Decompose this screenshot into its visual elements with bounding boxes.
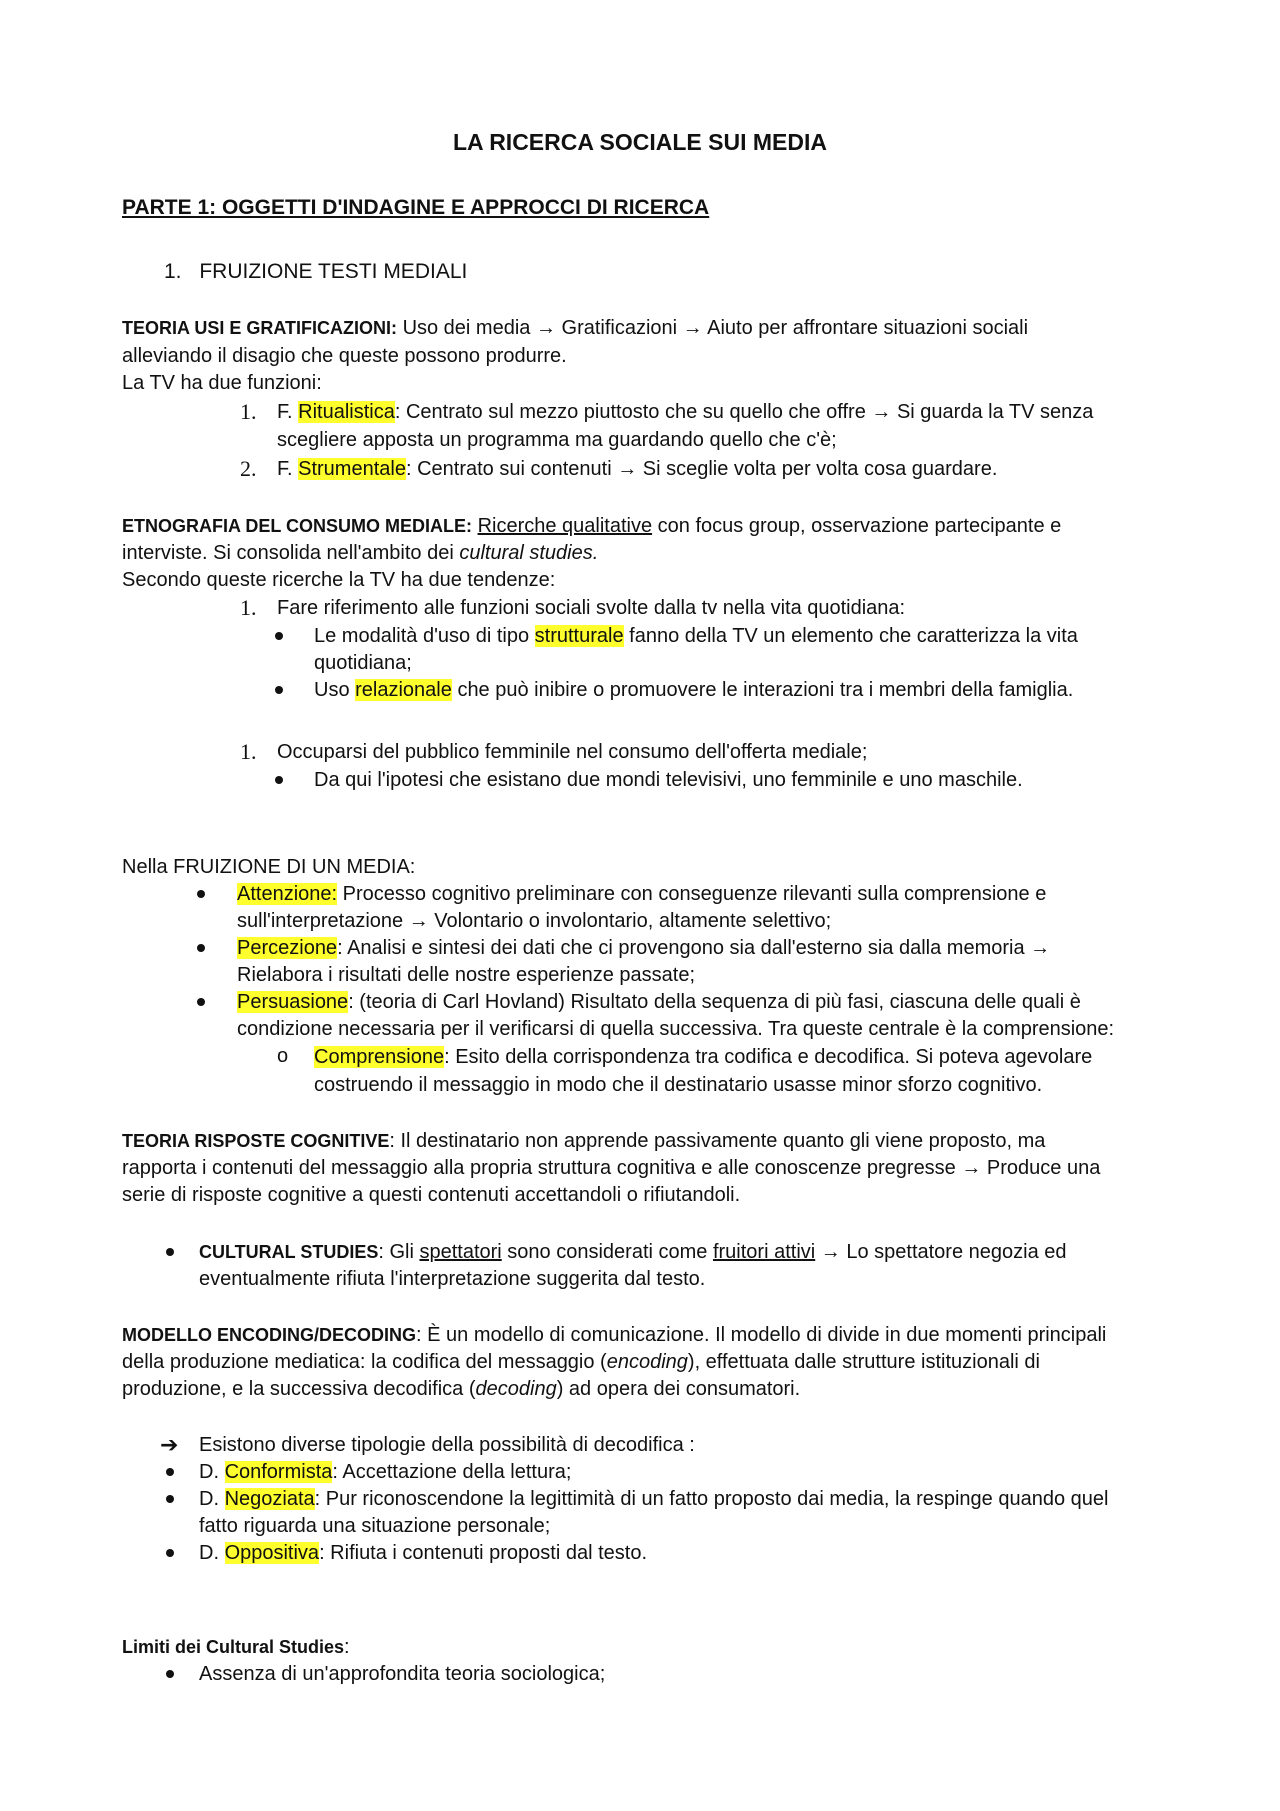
fruizione-comprensione xyxy=(314,1043,1092,1071)
underlined-spettatori: spettatori xyxy=(419,1241,502,1263)
fruizione-comprensione-line-2: costruendo il messaggio in modo che il destinatario usasse minor sforzo cognitivo. xyxy=(314,1074,1043,1096)
limiti-colon: : xyxy=(344,1636,350,1658)
ug-item-1-line-2: scegliere apposta un programma ma guardando quello che c'è; xyxy=(277,429,837,451)
highlight-negoziata: Negoziata xyxy=(224,1488,315,1510)
etno-line-3: Secondo queste ricerche la TV ha due tendenze: xyxy=(122,569,556,591)
encoding-text: ) ad opera dei consumatori. xyxy=(556,1378,801,1400)
bullet xyxy=(166,1670,174,1678)
etno-bullet-3: Da qui l'ipotesi che esistano due mondi televisivi, uno femminile e uno maschile. xyxy=(314,769,1023,791)
encoding-line-3 xyxy=(122,1375,800,1403)
encoding-text: ), effettuata dalle strutture istituzionali di xyxy=(687,1351,1040,1373)
bullet xyxy=(275,632,283,640)
encoding-arrow-item: Esistono diverse tipologie della possibilità di decodifica : xyxy=(199,1434,695,1456)
ug-text: Uso dei media → Gratificazioni → Aiuto per affrontare situazioni sociali xyxy=(402,317,1029,339)
document-title: LA RICERCA SOCIALE SUI MEDIA xyxy=(453,129,827,155)
bullet xyxy=(197,998,205,1006)
decodifica-negoziata xyxy=(199,1485,1108,1513)
limiti-heading: Limiti dei Cultural Studies xyxy=(122,1637,345,1657)
bullet-text: : Pur riconoscendone la legittimità di un fatto proposto dai media, la respinge quando quel xyxy=(314,1488,1109,1510)
arrow-bullet-icon: ➔ xyxy=(160,1432,179,1457)
highlight-attenzione: Attenzione: xyxy=(237,883,338,905)
limiti-bullet-1: Assenza di un'approfondita teoria sociologica; xyxy=(199,1663,606,1685)
section-heading xyxy=(164,258,467,286)
fruizione-percezione xyxy=(237,934,1050,962)
encoding-line-2 xyxy=(122,1348,1040,1376)
ug-item-1 xyxy=(277,398,1093,426)
bullet-text: : Accettazione della lettura; xyxy=(332,1461,572,1483)
highlight-persuasione: Persuasione xyxy=(237,991,349,1013)
item-prefix: D. xyxy=(199,1542,219,1564)
etno-bullet-1-line-2: quotidiana; xyxy=(314,652,412,674)
etno-bullet-2 xyxy=(314,676,1073,704)
section-number: 1. xyxy=(164,260,182,283)
item-prefix: F. xyxy=(277,401,293,423)
risposte-line-3: serie di risposte cognitive a questi contenuti accettandoli o rifiutandoli. xyxy=(122,1184,741,1206)
highlight-conformista: Conformista xyxy=(224,1461,333,1483)
etno-tendency-2: Occuparsi del pubblico femminile nel consumo dell'offerta mediale; xyxy=(277,741,868,763)
bullet-text: : Rifiuta i contenuti proposti dal testo. xyxy=(319,1542,648,1564)
highlight-strumentale: Strumentale xyxy=(298,458,406,480)
risposte-text: : Il destinatario non apprende passivamente quanto gli viene proposto, ma xyxy=(389,1130,1046,1152)
etno-heading: ETNOGRAFIA DEL CONSUMO MEDIALE: xyxy=(122,516,472,536)
etno-text: interviste. Si consolida nell'ambito dei xyxy=(122,542,454,564)
cultural-heading: CULTURAL STUDIES xyxy=(199,1242,379,1262)
bullet xyxy=(197,944,205,952)
fruizione-persuasione xyxy=(237,988,1081,1016)
ug-paragraph-line-3: La TV ha due funzioni: xyxy=(122,372,322,394)
cultural-text: → Lo spettatore negozia ed xyxy=(820,1241,1067,1263)
underlined-text: Ricerche qualitative xyxy=(477,515,653,537)
bullet-text: Processo cognitivo preliminare con conseguenze rilevanti sulla comprensione e xyxy=(342,883,1047,905)
italic-text: cultural studies. xyxy=(459,542,599,564)
etno-text: con focus group, osservazione partecipante e xyxy=(657,515,1062,537)
fruizione-intro: Nella FRUIZIONE DI UN MEDIA: xyxy=(122,856,416,878)
bullet xyxy=(275,686,283,694)
etno-line-1 xyxy=(122,512,1061,540)
italic-text: encoding xyxy=(606,1351,688,1373)
encoding-text: : È un modello di comunicazione. Il modello di divide in due momenti principali xyxy=(416,1324,1107,1346)
bullet xyxy=(166,1495,174,1503)
sub-bullet-marker: o xyxy=(277,1045,289,1067)
bullet xyxy=(166,1248,174,1256)
fruizione-attenzione xyxy=(237,880,1046,908)
risposte-heading: TEORIA RISPOSTE COGNITIVE xyxy=(122,1131,390,1151)
cultural-text: sono considerati come xyxy=(507,1241,708,1263)
risposte-line-2: rapporta i contenuti del messaggio alla propria struttura cognitiva e alle conoscenze pregresse → Produce una xyxy=(122,1157,1101,1179)
highlight-comprensione: Comprensione xyxy=(314,1046,445,1068)
bullet xyxy=(166,1468,174,1476)
list-number: 2. xyxy=(240,456,257,481)
etno-tendency-1: Fare riferimento alle funzioni sociali svolte dalla tv nella vita quotidiana: xyxy=(277,597,906,619)
italic-text: decoding xyxy=(475,1378,557,1400)
bullet xyxy=(166,1549,174,1557)
bullet-text: fanno della TV un elemento che caratterizza la vita xyxy=(629,625,1078,647)
highlight-strutturale: strutturale xyxy=(534,625,624,647)
highlight-percezione: Percezione xyxy=(237,937,338,959)
decodifica-oppositiva xyxy=(199,1539,647,1567)
highlight-ritualistica: Ritualistica xyxy=(298,401,395,423)
decodifica-conformista xyxy=(199,1458,571,1486)
ug-paragraph-line-2: alleviando il disagio che queste possono produrre. xyxy=(122,345,567,367)
encoding-text: produzione, e la successiva decodifica ( xyxy=(122,1378,476,1400)
item-text: : Centrato sui contenuti → Si sceglie volta per volta cosa guardare. xyxy=(405,458,998,480)
fruizione-persuasione-line-2: condizione necessaria per il verificarsi di quella successiva. Tra queste centrale è la comprensione: xyxy=(237,1018,1115,1040)
item-prefix: D. xyxy=(199,1488,219,1510)
ug-item-2 xyxy=(277,455,997,483)
ug-heading: TEORIA USI E GRATIFICAZIONI: xyxy=(122,318,397,338)
underlined-fruitori: fruitori attivi xyxy=(712,1241,816,1263)
ug-paragraph-line-1 xyxy=(122,314,1028,342)
bullet-text: Uso xyxy=(314,679,350,701)
bullet xyxy=(275,776,283,784)
fruizione-percezione-line-2: Rielabora i risultati delle nostre esperienze passate; xyxy=(237,964,696,986)
encoding-line-1 xyxy=(122,1321,1106,1349)
bullet-text: : (teoria di Carl Hovland) Risultato della sequenza di più fasi, ciascuna delle quali è xyxy=(348,991,1081,1013)
bullet-text: Le modalità d'uso di tipo xyxy=(314,625,530,647)
list-number: 1. xyxy=(240,399,257,424)
bullet-text: che può inibire o promuovere le interazioni tra i membri della famiglia. xyxy=(457,679,1074,701)
bullet-text: : Analisi e sintesi dei dati che ci provengono sia dall'esterno sia dalla memoria → xyxy=(337,937,1051,959)
etno-bullet-1 xyxy=(314,622,1078,650)
cultural-line-2: eventualmente rifiuta l'interpretazione suggerita dal testo. xyxy=(199,1268,706,1290)
fruizione-attenzione-line-2: sull'interpretazione → Volontario o involontario, altamente selettivo; xyxy=(237,910,832,932)
cultural-line-1 xyxy=(199,1238,1067,1266)
highlight-oppositiva: Oppositiva xyxy=(224,1542,320,1564)
bullet xyxy=(197,890,205,898)
risposte-line-1 xyxy=(122,1127,1045,1155)
limiti-heading-line xyxy=(122,1633,350,1661)
highlight-relazionale: relazionale xyxy=(355,679,452,701)
list-number: 1. xyxy=(240,739,257,764)
item-prefix: F. xyxy=(277,458,293,480)
list-number: 1. xyxy=(240,595,257,620)
item-prefix: D. xyxy=(199,1461,219,1483)
item-text: : Centrato sul mezzo piuttosto che su quello che offre → Si guarda la TV senza xyxy=(394,401,1094,423)
cultural-text: : Gli xyxy=(378,1241,414,1263)
decodifica-negoziata-line-2: fatto riguarda una situazione personale; xyxy=(199,1515,551,1537)
encoding-heading: MODELLO ENCODING/DECODING xyxy=(122,1325,417,1345)
section-label: FRUIZIONE TESTI MEDIALI xyxy=(199,260,468,283)
bullet-text: : Esito della corrispondenza tra codifica e decodifica. Si poteva agevolare xyxy=(444,1046,1093,1068)
etno-line-2 xyxy=(122,539,598,567)
part-heading: PARTE 1: OGGETTI D'INDAGINE E APPROCCI DI RICERCA xyxy=(122,196,710,219)
encoding-text: della produzione mediatica: la codifica del messaggio ( xyxy=(122,1351,607,1373)
